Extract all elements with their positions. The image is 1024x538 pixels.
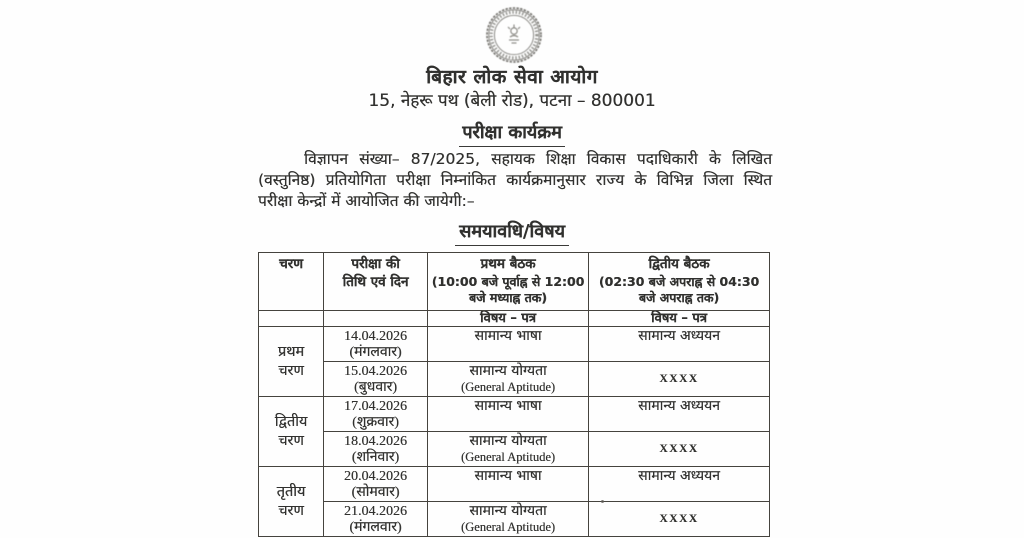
sitting1-subject: सामान्य योग्यता — [469, 503, 547, 519]
schedule-title-wrap — [0, 219, 1024, 246]
exam-date-cell — [324, 432, 428, 467]
bpsc-seal-icon — [485, 6, 543, 64]
phase-label: प्रथम चरण — [259, 327, 324, 397]
org-address: 15, नेहरू पथ (बेली रोड), पटना – 800001 — [368, 91, 656, 111]
sitting1-subject-english: (General Aptitude) — [460, 519, 556, 534]
sitting1-subject-cell — [428, 432, 589, 467]
scan-speck — [601, 500, 604, 503]
sitting2-title: द्वितीय बैठक — [648, 256, 710, 272]
schedule-row — [259, 327, 770, 362]
paragraph-line: (वस्तुनिष्ठ) प्रतियोगिता परीक्षा निम्नांकित कार्यक्रमानुसार राज्य के विभिन्न जिला स्थित — [258, 171, 772, 190]
phase-subheader-empty — [259, 311, 324, 327]
schedule-subheader-row — [259, 311, 770, 327]
sitting1-subject-english: (General Aptitude) — [460, 379, 556, 394]
sitting1-subject-english: (General Aptitude) — [460, 449, 556, 464]
notice-paragraph — [258, 149, 772, 213]
sitting1-subject-cell — [428, 502, 589, 537]
sitting2-subject-cell: सामान्य अध्ययन — [589, 397, 770, 432]
sitting1-subject: सामान्य योग्यता — [469, 363, 547, 379]
exam-date-cell — [324, 467, 428, 502]
schedule-title: समयावधि/विषय — [455, 219, 569, 246]
exam-date-cell — [324, 502, 428, 537]
notice-title: परीक्षा कार्यक्रम — [459, 120, 565, 147]
paragraph-line: परीक्षा केन्द्रों में आयोजित की जायेगी:– — [258, 192, 475, 211]
schedule-row — [259, 362, 770, 397]
date-subheader-empty — [324, 311, 428, 327]
sitting2-subject-cell: XXXX — [589, 502, 770, 537]
schedule-row — [259, 432, 770, 467]
exam-day: (मंगलवार) — [349, 345, 402, 360]
sitting1-subject: सामान्य योग्यता — [469, 433, 547, 449]
sitting1-subject-paper-header: विषय – पत्र — [428, 311, 589, 327]
exam-day: (शनिवार) — [351, 450, 400, 465]
schedule-row — [259, 502, 770, 537]
sitting2-subject-cell: सामान्य अध्ययन — [589, 467, 770, 502]
sitting1-subject-cell — [428, 362, 589, 397]
sitting2-subject-cell: सामान्य अध्ययन — [589, 327, 770, 362]
exam-date: 20.04.2026 — [344, 469, 407, 484]
schedule-row — [259, 397, 770, 432]
paragraph-line: विज्ञापन संख्या– 87/2025, सहायक शिक्षा विकास पदाधिकारी के लिखित — [304, 150, 772, 168]
exam-day: (शुक्रवार) — [352, 415, 399, 430]
date-day-header — [324, 253, 428, 311]
sitting2-subject-paper-header: विषय – पत्र — [589, 311, 770, 327]
sitting1-header — [428, 253, 589, 311]
phase-header: चरण — [259, 253, 324, 311]
org-name: बिहार लोक सेवा आयोग — [426, 66, 598, 88]
exam-date: 21.04.2026 — [344, 504, 407, 519]
sitting1-time: (10:00 बजे पूर्वाह्न से 12:00 बजे मध्याह्न तक) — [431, 273, 585, 305]
sitting2-header — [589, 253, 770, 311]
date-day-header-text: परीक्षा की तिथि एवं दिन — [342, 256, 409, 290]
exam-date: 18.04.2026 — [344, 434, 407, 449]
exam-date-cell — [324, 397, 428, 432]
sitting1-subject: सामान्य भाषा — [474, 328, 542, 344]
sitting1-subject-cell — [428, 327, 589, 362]
exam-day: (सोमवार) — [351, 485, 400, 500]
exam-date-cell — [324, 327, 428, 362]
schedule-table-body — [259, 327, 770, 537]
sitting1-subject-cell — [428, 397, 589, 432]
sitting2-subject-cell: XXXX — [589, 432, 770, 467]
sitting2-time: (02:30 बजे अपराह्न से 04:30 बजे अपराह्न तक) — [598, 273, 760, 305]
exam-date-cell — [324, 362, 428, 397]
sitting1-title: प्रथम बैठक — [480, 256, 536, 272]
exam-date: 14.04.2026 — [344, 329, 407, 344]
schedule-header-row — [259, 253, 770, 311]
exam-schedule-table — [258, 252, 770, 537]
phase-label: द्वितीय चरण — [259, 397, 324, 467]
sitting1-subject: सामान्य भाषा — [474, 398, 542, 414]
sitting1-subject-cell — [428, 467, 589, 502]
schedule-row — [259, 467, 770, 502]
sitting2-subject-cell: XXXX — [589, 362, 770, 397]
exam-date: 17.04.2026 — [344, 399, 407, 414]
phase-label: तृतीय चरण — [259, 467, 324, 537]
notice-title-wrap — [0, 120, 1024, 147]
exam-day: (बुधवार) — [353, 380, 398, 395]
exam-day: (मंगलवार) — [349, 520, 402, 535]
exam-date: 15.04.2026 — [344, 364, 407, 379]
sitting1-subject: सामान्य भाषा — [474, 468, 542, 484]
